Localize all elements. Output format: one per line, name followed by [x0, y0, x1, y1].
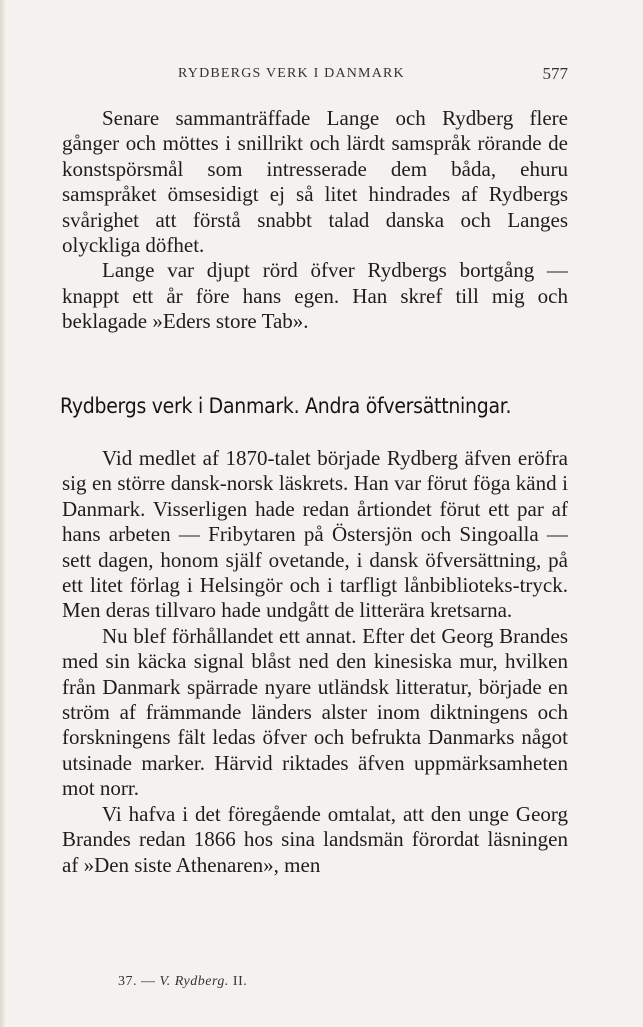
page-edge-shadow [0, 0, 6, 1027]
paragraph: Vi hafva i det föregående omtalat, att den unge Georg Brandes redan 1866 hos sina landsmän förordat läsningen af »Den siste Athenaren», men [62, 801, 568, 877]
running-title: RYDBERGS VERK I DANMARK [178, 66, 405, 81]
page-number: 577 [542, 64, 568, 83]
paragraph: Senare sammanträffade Lange och Rydberg flere gånger och möttes i snillrikt och lärdt samspråk rörande de konstspörsmål som intresserade dem båda, ehuru samspråket ömsesidigt ej så litet hindrades af Rydbergs svårighet att förstå snabbt talad danska och Langes olyckliga döfhet. [62, 106, 568, 258]
paragraph: Lange var djupt rörd öfver Rydbergs bortgång — knappt ett år före hans egen. Han skref till mig och beklagade »Eders store Tab». [62, 258, 568, 334]
printer-signature [118, 974, 247, 990]
signature-name: V. Rydberg. [159, 974, 229, 989]
section-heading: Rydbergs verk i Danmark. Andra öfversättningar. [60, 394, 512, 418]
section-2-text [62, 446, 568, 878]
running-head [90, 66, 568, 86]
signature-number: 37. — [118, 974, 156, 989]
paragraph: Vid medlet af 1870-talet började Rydberg äfven eröfra sig en större dansk-norsk läskrets. Han var förut föga känd i Danmark. Visserligen hade redan årtiondet förut ett par af hans arbeten — Fribytaren på Östersjön och Singoalla — sett dagen, honom själf ovetande, i dansk öfversättning, på ett litet förlag i Helsingör och i tarfligt lånbiblioteks-tryck. Men deras tillvaro hade undgått de litterära kretsarna. [62, 446, 568, 623]
section-1-text [62, 106, 568, 335]
signature-volume: II. [232, 974, 248, 989]
paragraph: Nu blef förhållandet ett annat. Efter det Georg Brandes med sin käcka signal blåst ned den kinesiska mur, hvilken från Danmark spärrade nyare utländsk litteratur, började en ström af främmande länders alster inom diktningens och forskningens fält ledas öfver och befrukta Danmarks något utsinade marker. Härvid riktades äfven uppmärksamheten mot norr. [62, 623, 568, 801]
